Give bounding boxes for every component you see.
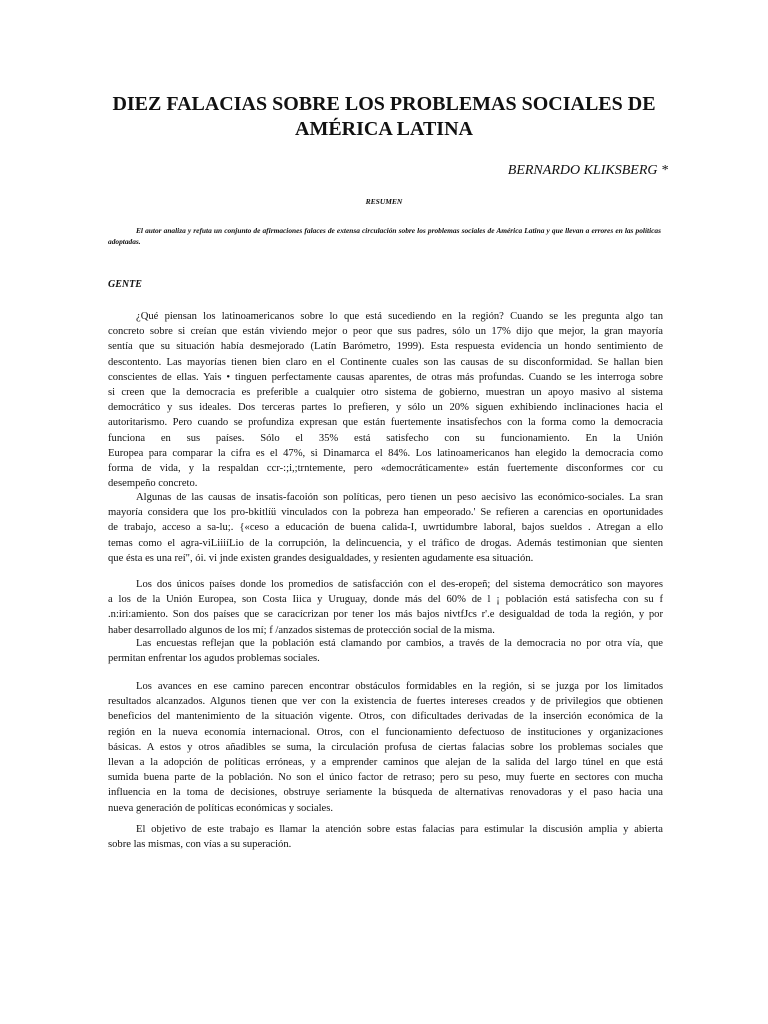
text-line: resultados alcanzados. Algunos tienen que ver con la existencia de fuertes intereses creados y de privilegios que obtienen bbox=[108, 696, 663, 708]
abstract-heading: RESUMEN bbox=[365, 197, 403, 206]
text-line: conscientes de ellas. Yais • tinguen perfectamente causas aparentes, de otras más profundas. Cuando se les interroga sobre bbox=[108, 371, 663, 383]
text-line: Las encuestas reflejan que la población está clamando por cambios, a través de la democracia no por otra vía, que bbox=[136, 638, 663, 649]
text-line: descontento. Las mayorías tienen bien claro en el Continente cuales son las causas de su disconformidad. Se hallan bien bbox=[108, 356, 663, 368]
text-line: .n:iri:amiento. Son dos países que se caracícrizan por tener los más bajos nivtfJcs r'.e desigualdad de toda la región, y por bbox=[108, 609, 663, 621]
text-line: forma de vida, y la respaldan ccr-:;i,;trntemente, pero «democráticamente» están fuertemente disconformes cor cu bbox=[108, 463, 663, 475]
text-line: mayoría considera que los pro-bkitlíü vinculados con la pobreza han empeorado.' Se refieren a carencias en oportunidades bbox=[108, 507, 663, 519]
text-line: Los dos únicos países donde los promedios de satisfacción con el des-eropeñ; del sistema democrático son mayores bbox=[136, 579, 663, 590]
paragraph-2 bbox=[108, 490, 663, 566]
text-line: llevan a la adopción de políticas erróneas, y a emprender caminos que alejan de la salida del largo túnel en que está bbox=[108, 757, 663, 769]
text-line: Europea para comparar la cifra es el 47%, si Dinamarca el 84%. Los latinoamericanos han elegido la democracia como bbox=[108, 447, 663, 459]
text-line: permitan enfrentar los agudos problemas sociales. bbox=[108, 653, 320, 665]
text-line: autoritarismo. Pero cuando se profundiza expresan que están fuertemente insatisfechos con la forma como la democracia bbox=[108, 417, 663, 429]
text-line: nueva generación de políticas económicas y sociales. bbox=[108, 802, 334, 814]
text-line: democrático y sus ideales. Dos terceras partes lo prefieren, y sólo un 20% siguen exhibiendo inclinaciones hacia el bbox=[108, 402, 663, 414]
text-line: que ésta es una reí", ói. vi jnde existen grandes desigualdades, y resienten agudamente esa situación. bbox=[108, 552, 534, 564]
paragraph-1 bbox=[108, 309, 663, 491]
text-line: temas como el agra-viLiiiíLio de la corrupción, la delincuencia, y el tráfico de drogas. Además testimonian que sienten bbox=[108, 537, 663, 549]
paragraph-4 bbox=[108, 636, 663, 666]
text-line: de trabajo, acceso a sa-lu;. {«ceso a educación de buena calida-I, uwrtidumbre laboral, bajos sueldos . Atregan a ello bbox=[108, 522, 663, 534]
text-line: El objetivo de este trabajo es llamar la atención sobre estas falacias para estimular la discusión amplia y abierta bbox=[136, 824, 663, 835]
text-line: funciona en sus países. Sólo el 35% está satisfecho con su funcionamiento. En la Unión bbox=[108, 432, 663, 444]
section-heading: GENTE bbox=[108, 279, 142, 290]
text-line: sobre las mismas, con vías a su superación. bbox=[108, 839, 292, 851]
abstract-text: El autor analiza y refuta un conjunto de afirmaciones falaces de extensa circulación sobre los problemas sociales de América Latina y que llevan a errores en las políticas adoptadas. bbox=[108, 226, 661, 246]
text-line: haber desarrollado algunos de los mí; f /anzados sistemas de protección social de la misma. bbox=[108, 624, 495, 636]
text-line: concreto sobre si creían que están viviendo mejor o peor que sus padres, sólo un 17% dijo que mejor, la gran mayoría bbox=[108, 326, 663, 338]
text-line: desempeño concreto. bbox=[108, 478, 198, 490]
text-line: a los de la Unión Europea, son Costa Iiica y Uruguay, donde más del 60% de l ¡ población está satisfecha con su f bbox=[108, 594, 663, 606]
paragraph-3 bbox=[108, 577, 663, 638]
text-line: básicas. A estos y otros añadibles se suma, la circulación profusa de ciertas falacias sobre los problemas sociales que bbox=[108, 741, 663, 753]
text-line: Algunas de las causas de insatis-facoión son políticas, pero tienen un peso aecisivo las económico-sociales. La sran bbox=[136, 492, 663, 503]
paragraph-6 bbox=[108, 822, 663, 852]
paragraph-5 bbox=[108, 679, 663, 816]
document-title: DIEZ FALACIAS SOBRE LOS PROBLEMAS SOCIALES DE AMÉRICA LATINA bbox=[112, 93, 656, 140]
text-line: si creen que la democracia es preferible a cualquier otro sistema de gobierno, muestran un apoyo masivo al sistema bbox=[108, 387, 663, 399]
text-line: influencia en la toma de decisiones, obstruye seriamente la búsqueda de alternativas renovadoras y el paso hacia una bbox=[108, 787, 663, 799]
text-line: sumida buena parte de la población. No son el único factor de retraso; pero su peso, muy fuerte en sectores con mucha bbox=[108, 772, 663, 784]
text-line: Los avances en ese camino parecen encontrar obstáculos formidables en la región, si se juzga por los limitados bbox=[136, 681, 663, 692]
text-line: beneficios del mantenimiento de la situación vigente. Otros, con dificultades derivadas de la inserción económica de la bbox=[108, 711, 663, 723]
text-line: sentía que su situación había desmejorado (Latín Barómetro, 1999). Esta respuesta evidencia un hondo sentimiento de bbox=[108, 341, 663, 353]
text-line: ¿Qué piensan los latinoamericanos sobre lo que está sucediendo en la región? Cuando se les pregunta algo tan bbox=[136, 311, 663, 322]
author-name: BERNARDO KLIKSBERG * bbox=[507, 163, 668, 178]
text-line: región en la nueva economía internacional. Otros, con el funcionamiento defectuoso de instituciones y organizaciones bbox=[108, 726, 663, 738]
